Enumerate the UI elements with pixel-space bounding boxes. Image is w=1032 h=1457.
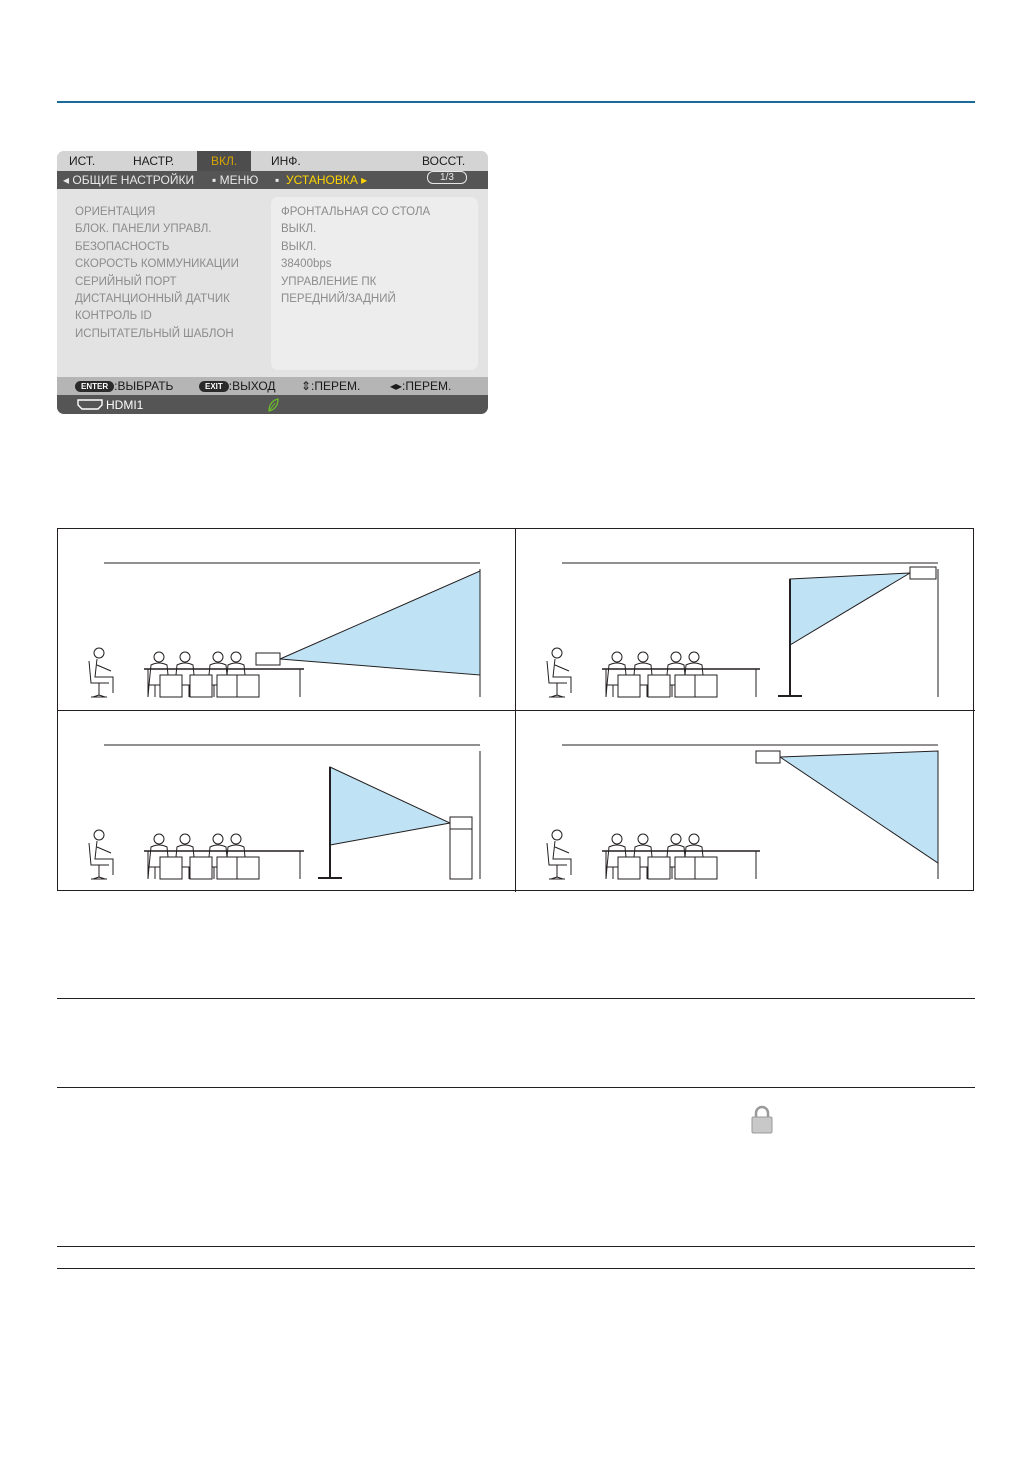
chair (648, 675, 670, 697)
chair (618, 857, 640, 879)
menu-item-serial-port[interactable]: СЕРИЙНЫЙ ПОРТ (75, 276, 177, 288)
value-serial-port[interactable]: УПРАВЛЕНИЕ ПК (281, 276, 377, 288)
value-remote-sensor[interactable]: ПЕРЕДНИЙ/ЗАДНИЙ (281, 293, 396, 305)
menu-item-control-panel-lock[interactable]: БЛОК. ПАНЕЛИ УПРАВЛ. (75, 223, 212, 235)
chair (190, 857, 212, 879)
exit-key-badge: EXIT (199, 381, 229, 392)
subtab-installation[interactable]: УСТАНОВКА ▸ (286, 173, 368, 187)
footer-updown-hint: ⇕:ПЕРЕМ. (301, 379, 361, 393)
installation-diagram-grid (57, 528, 974, 891)
osd-body (57, 189, 488, 377)
scene-illustration (516, 529, 973, 710)
footer-enter-hint (75, 377, 173, 395)
eco-leaf-icon (267, 398, 279, 412)
section-rule (57, 998, 975, 999)
lock-icon (750, 1104, 774, 1134)
chair (695, 857, 717, 879)
projector-stand (450, 829, 472, 879)
chair (618, 675, 640, 697)
hdmi-icon (77, 399, 103, 410)
chair (217, 675, 239, 697)
value-control-panel-lock[interactable]: ВЫКЛ. (281, 223, 317, 235)
tab-adjust[interactable]: НАСТР. (133, 154, 175, 168)
footer-exit-hint (199, 377, 276, 395)
chair (675, 857, 697, 879)
tab-setup[interactable]: ВКЛ. (197, 151, 251, 171)
footer-leftright-hint: ◂▸:ПЕРЕМ. (390, 379, 452, 393)
side-person (547, 830, 571, 879)
top-rule (57, 101, 975, 103)
chair (237, 675, 259, 697)
enter-key-badge: ENTER (75, 381, 114, 392)
side-person (547, 648, 571, 697)
chair (648, 857, 670, 879)
osd-menu (57, 151, 488, 414)
menu-item-orientation[interactable]: ОРИЕНТАЦИЯ (75, 206, 156, 218)
side-person (89, 648, 113, 697)
input-source-label: HDMI1 (106, 398, 144, 412)
section-rule (57, 1087, 975, 1088)
projection-beam (790, 573, 910, 645)
enter-hint-text: :ВЫБРАТЬ (114, 379, 174, 393)
chair (190, 675, 212, 697)
menu-item-remote-sensor[interactable]: ДИСТАНЦИОННЫЙ ДАТЧИК (75, 293, 230, 305)
subtab-separator: ▪ (275, 173, 280, 187)
scene-illustration (58, 529, 515, 710)
osd-tab-bar (57, 151, 488, 171)
scene-desktop-rear (58, 711, 515, 892)
scene-illustration (58, 711, 515, 892)
projection-beam (780, 751, 938, 863)
projection-beam (330, 767, 450, 845)
chair (160, 675, 182, 697)
exit-hint-text: :ВЫХОД (228, 379, 276, 393)
chair (695, 675, 717, 697)
osd-status-bar (57, 395, 488, 414)
subtab-general[interactable]: ◂ ОБЩИЕ НАСТРОЙКИ (63, 173, 195, 187)
menu-item-security[interactable]: БЕЗОПАСНОСТЬ (75, 241, 170, 253)
value-orientation[interactable]: ФРОНТАЛЬНАЯ СО СТОЛА (281, 206, 431, 218)
projection-beam (280, 571, 480, 675)
chair (160, 857, 182, 879)
section-rule (57, 1268, 975, 1269)
ceiling-projector (910, 567, 936, 579)
tab-source[interactable]: ИСТ. (69, 154, 96, 168)
section-rule (57, 1246, 975, 1247)
page-indicator: 1/3 (427, 171, 467, 184)
chair (237, 857, 259, 879)
scene-ceiling-rear (516, 529, 973, 710)
scene-desktop-front (58, 529, 515, 710)
osd-footer (57, 377, 488, 395)
scene-illustration (516, 711, 973, 892)
chair (675, 675, 697, 697)
menu-item-control-id[interactable]: КОНТРОЛЬ ID (75, 310, 152, 322)
value-communication-speed[interactable]: 38400bps (281, 258, 332, 270)
value-security[interactable]: ВЫКЛ. (281, 241, 317, 253)
tab-reset[interactable]: ВОССТ. (422, 154, 466, 168)
subtab-menu[interactable]: ▪ МЕНЮ (212, 173, 259, 187)
scene-ceiling-front (516, 711, 973, 892)
menu-item-test-pattern[interactable]: ИСПЫТАТЕЛЬНЫЙ ШАБЛОН (75, 328, 234, 340)
menu-item-communication-speed[interactable]: СКОРОСТЬ КОММУНИКАЦИИ (75, 258, 239, 270)
side-person (89, 830, 113, 879)
tab-info[interactable]: ИНФ. (271, 154, 301, 168)
osd-subtab-bar (57, 171, 488, 189)
projector-rear (450, 817, 472, 829)
chair (217, 857, 239, 879)
ceiling-projector (756, 751, 780, 763)
projector-on-table (256, 653, 280, 665)
